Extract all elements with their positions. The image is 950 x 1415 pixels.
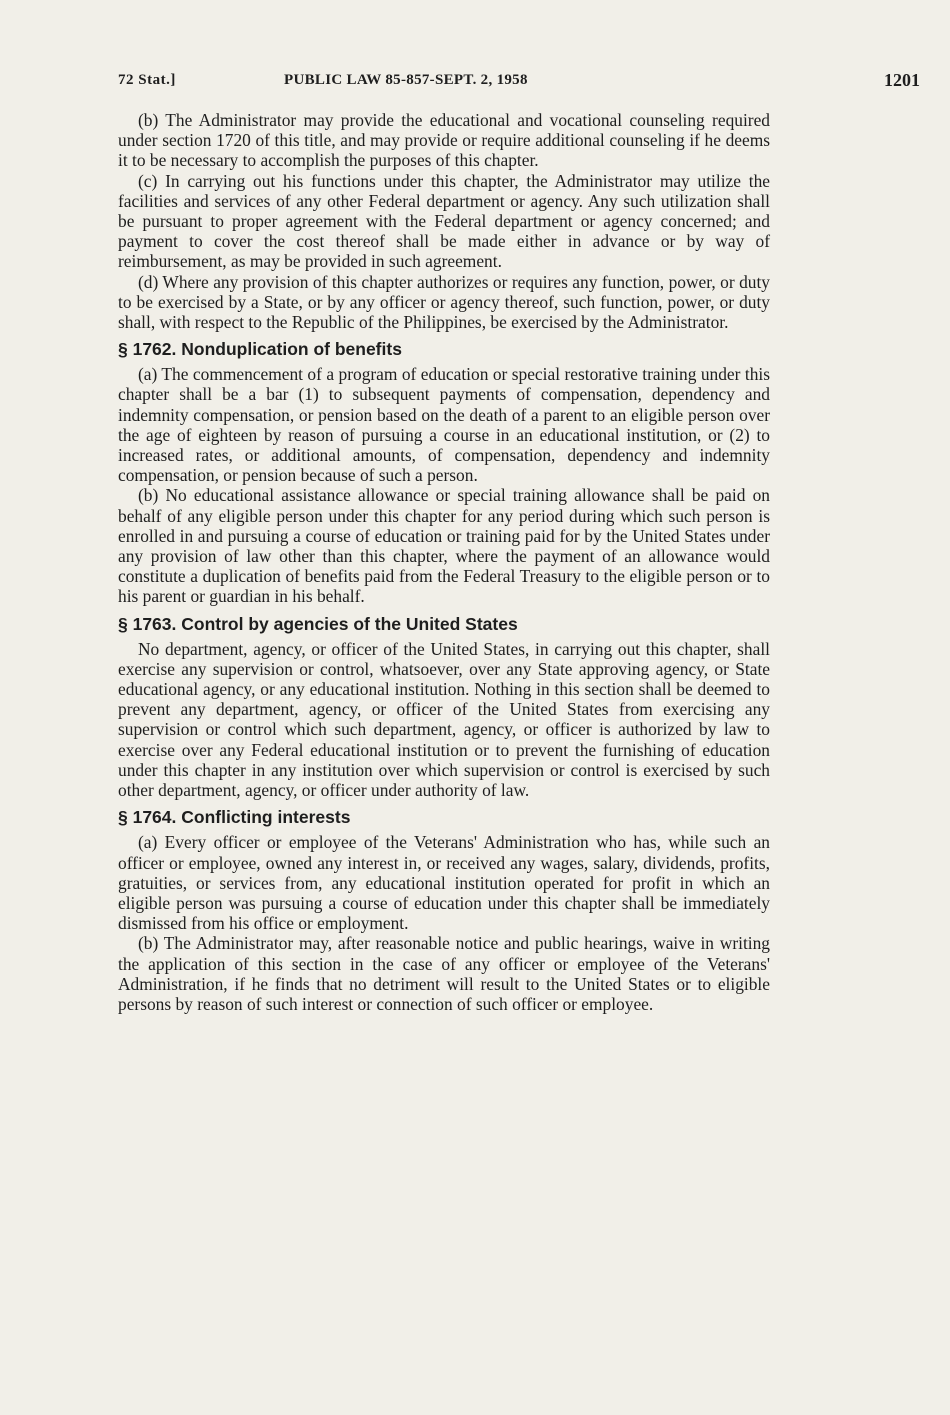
paragraph-1762-b: (b) No educational assistance allowance or special training allowance shall be paid on behalf of any eligible person under this chapter for any period during which such person is enrolled in and pursuing a course of education or training paid for by the United States under any provision of law other than this chapter, where the payment of an allowance would constitute a duplication of benefits paid from the Federal Treasury to the eligible person or to his parent or guardian in his behalf. xyxy=(118,485,770,607)
running-header xyxy=(118,70,920,92)
statute-citation: 72 Stat.] xyxy=(118,72,176,88)
section-heading-1763: § 1763. Control by agencies of the United States xyxy=(118,613,518,634)
section-heading-1764: § 1764. Conflicting interests xyxy=(118,807,351,828)
paragraph-1761-b: (b) The Administrator may provide the educational and vocational counseling required under section 1720 of this title, and may provide or require additional counseling if he deems it to be necessary to accomplish the purposes of this chapter. xyxy=(118,110,770,171)
paragraph-1764-b: (b) The Administrator may, after reasonable notice and public hearings, waive in writing the application of this section in the case of any officer or employee of the Veterans' Administration, if he finds that no detriment will result to the United States or to eligible persons by reason of such interest or connection of such officer or employee. xyxy=(118,933,770,1014)
paragraph-1761-d: (d) Where any provision of this chapter authorizes or requires any function, power, or duty to be exercised by a State, or by any officer or agency thereof, such function, power, or duty shall, with respect to the Republic of the Philippines, be exercised by the Administrator. xyxy=(118,271,770,333)
paragraph-1763: No department, agency, or officer of the United States, in carrying out this chapter, shall exercise any supervision or control, whatsoever, over any State approving agency, or State educational agency, or any educational institution. Nothing in this section shall be deemed to prevent any department, agency, or officer of the United States from exercising any supervision or control which such department, agency, or officer is authorized by law to exercise over any Federal educational institution or to prevent the furnishing of education under this chapter in any institution over which supervision or control is exercised by such other department, agency, or officer under authority of law. xyxy=(118,638,770,801)
page-number: 1201 xyxy=(884,70,920,90)
paragraph-1764-a: (a) Every officer or employee of the Veterans' Administration who has, while such an officer or employee, owned any interest in, or received any wages, salary, dividends, profits, gratuities, or services from, any educational institution operated for profit in which an eligible person was pursuing a course of education under this chapter shall be immediately dismissed from his office or employment. xyxy=(118,832,770,934)
public-law-title: PUBLIC LAW 85-857-SEPT. 2, 1958 xyxy=(284,72,528,88)
section-heading-1762: § 1762. Nonduplication of benefits xyxy=(118,339,402,360)
paragraph-1761-c: (c) In carrying out his functions under this chapter, the Administrator may utilize the facilities and services of any other Federal department or agency. Any such utilization shall be pursuant to proper agreement with the Federal department or agency concerned; and payment to cover the cost thereof shall be made either in advance or by way of reimbursement, as may be provided in such agreement. xyxy=(118,170,770,272)
paragraph-1762-a: (a) The commencement of a program of education or special restorative training under this chapter shall be a bar (1) to subsequent payments of compensation, dependency and indemnity compensation, or pension based on the death of a parent to an eligible person over the age of eighteen by reason of pursuing a course in an educational institution, or (2) to increased rates, or additional amounts, of compensation, dependency and indemnity compensation, or pension because of such a person. xyxy=(118,364,770,486)
body-text xyxy=(118,110,770,1014)
